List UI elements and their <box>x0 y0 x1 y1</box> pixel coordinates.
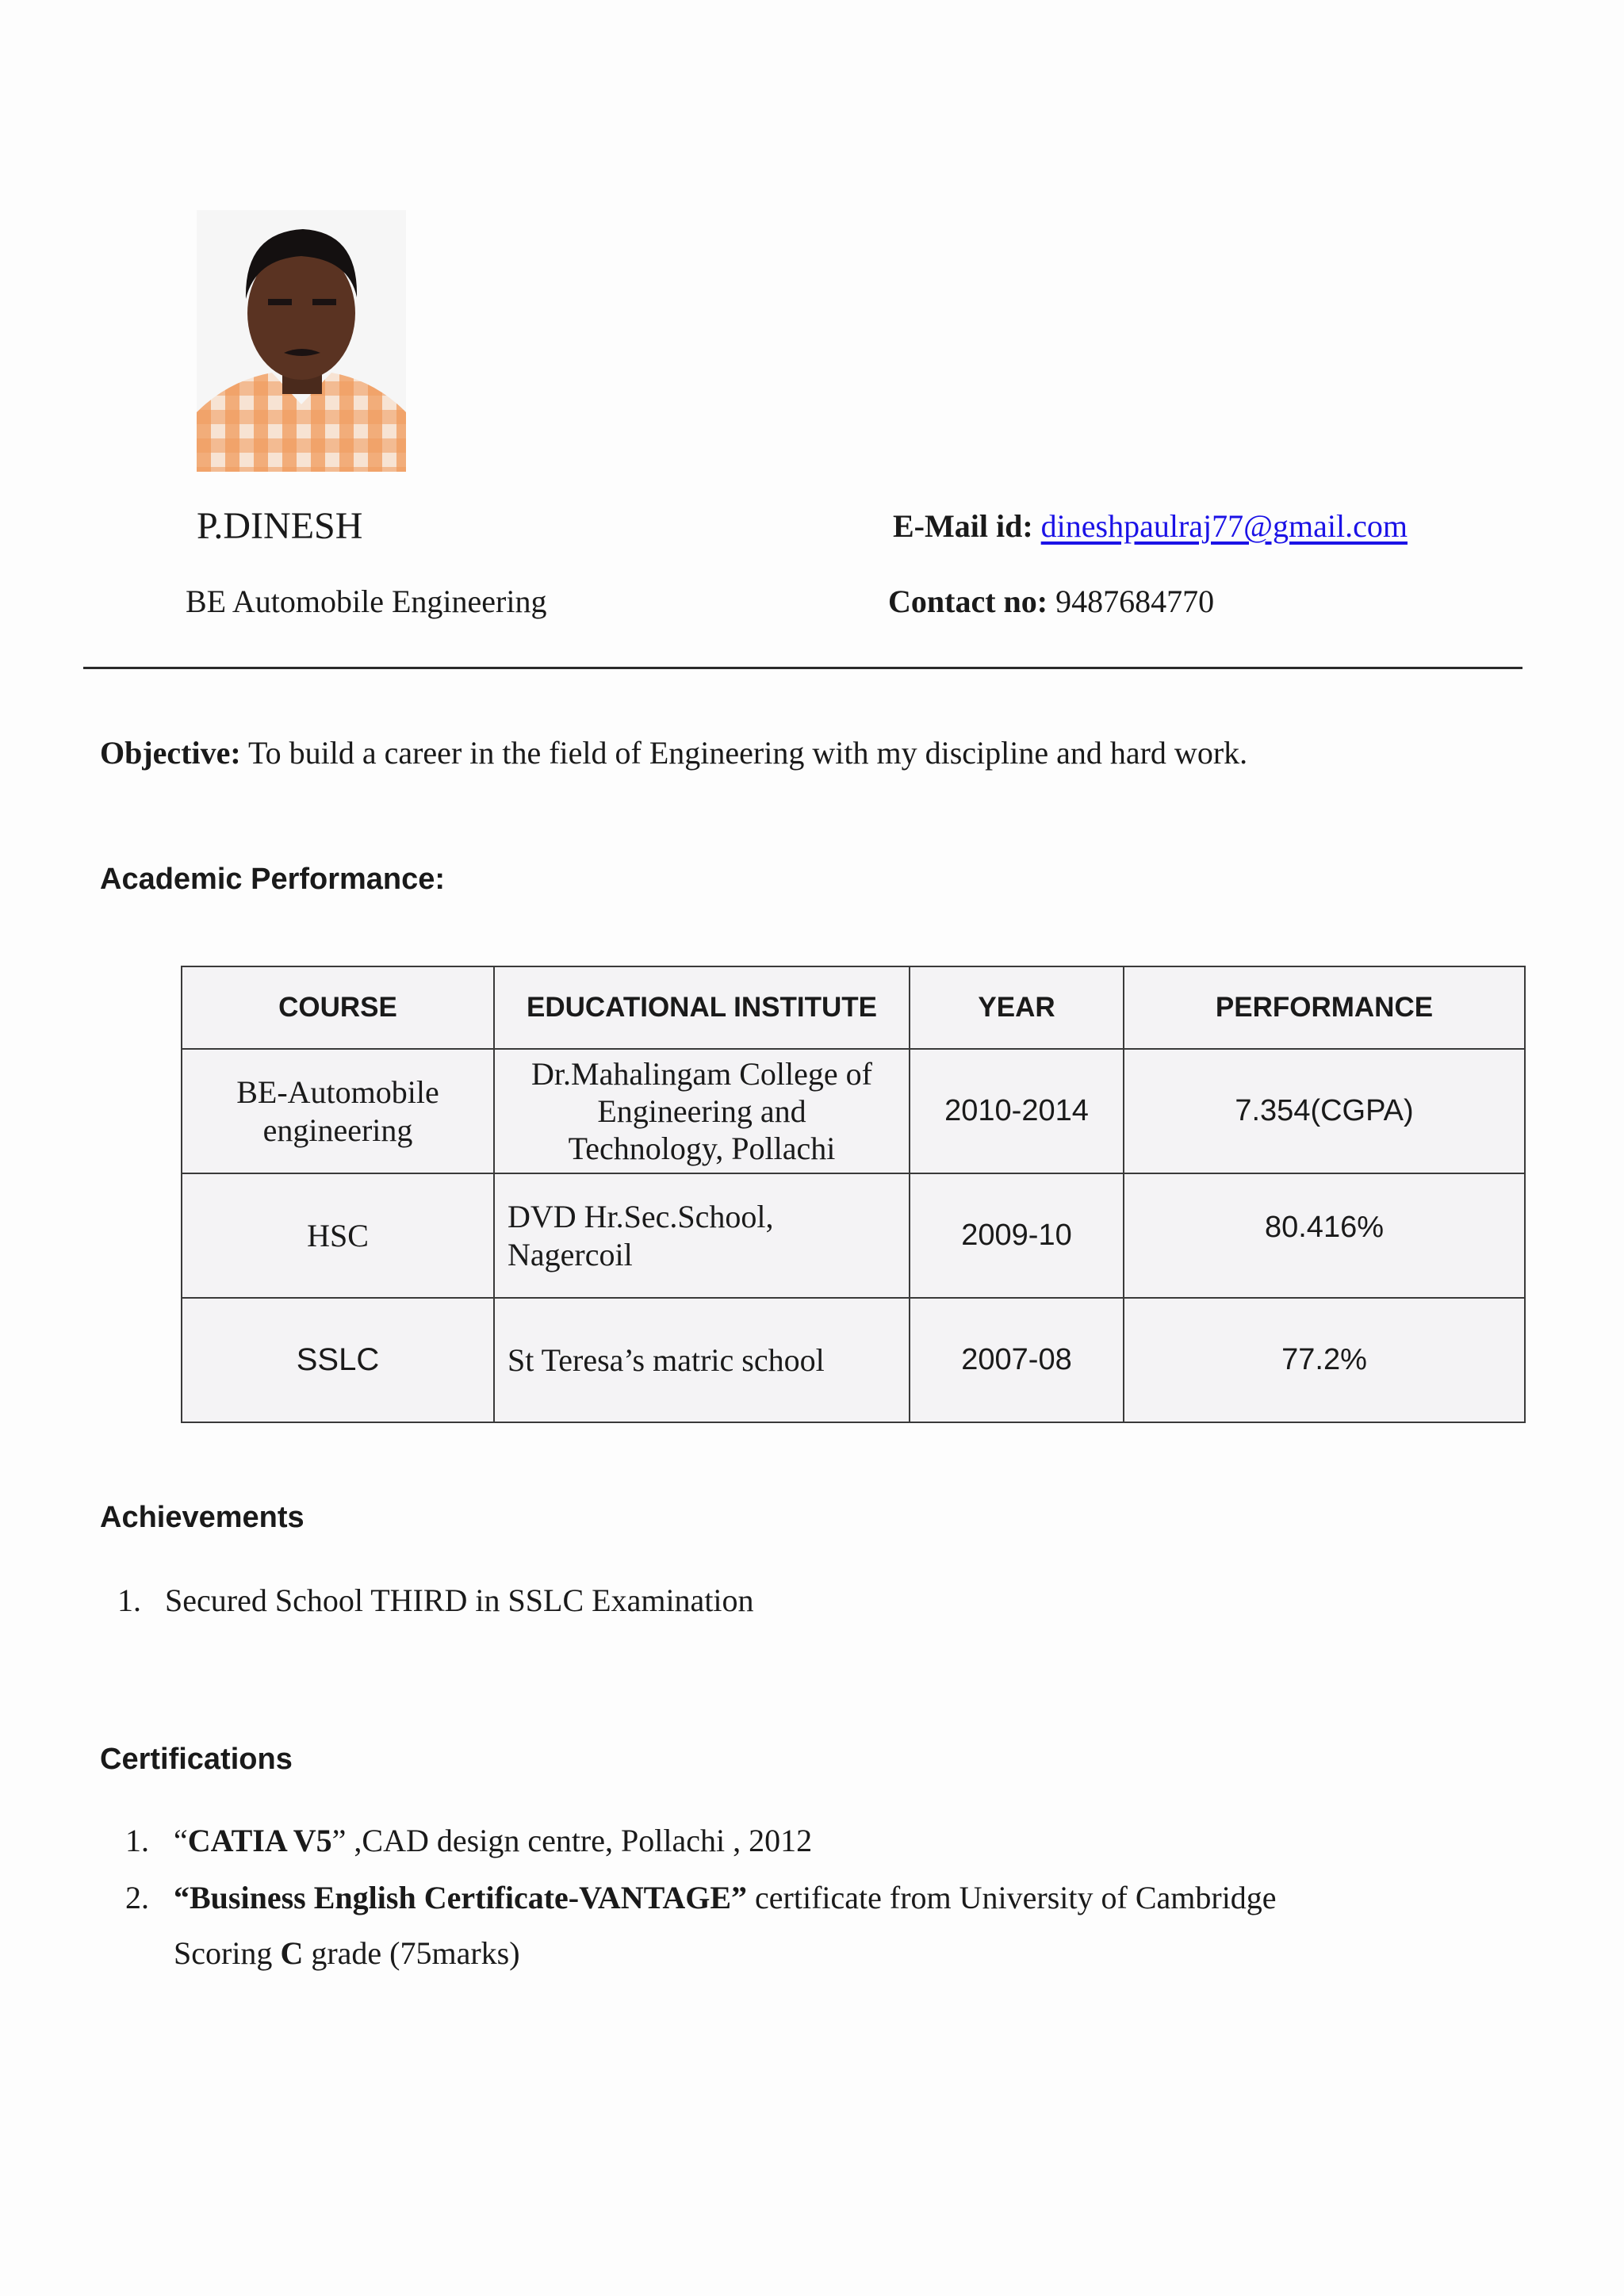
profile-photo <box>197 210 406 472</box>
contact-line <box>888 583 1214 620</box>
table-row <box>182 1298 1525 1422</box>
cell-performance: 77.2% <box>1124 1298 1525 1422</box>
email-label: E-Mail id: <box>893 508 1033 544</box>
academic-heading: Academic Performance: <box>100 863 446 896</box>
cert-detail: certificate from University of Cambridge <box>747 1880 1277 1915</box>
cert-grade: C <box>280 1935 304 1971</box>
list-item <box>125 1822 812 1859</box>
cell-performance: 7.354(CGPA) <box>1124 1049 1525 1173</box>
certifications-heading: Certifications <box>100 1743 293 1776</box>
list-number: 1. <box>117 1582 141 1618</box>
cert-open-quote: “ <box>174 1823 188 1858</box>
list-number: 1. <box>125 1823 149 1858</box>
cell-performance: 80.416% <box>1124 1173 1525 1298</box>
email-line <box>893 507 1408 545</box>
email-link[interactable]: dineshpaulraj77@gmail.com <box>1040 508 1408 544</box>
achievements-heading: Achievements <box>100 1501 304 1534</box>
objective <box>100 734 1247 771</box>
list-item <box>125 1879 1277 1916</box>
objective-text: To build a career in the field of Engineering with my discipline and hard work. <box>240 735 1248 771</box>
header-divider <box>83 667 1522 669</box>
cert-score-pre: Scoring <box>174 1935 281 1971</box>
cell-course: HSC <box>182 1173 494 1298</box>
col-header-performance: PERFORMANCE <box>1124 966 1525 1049</box>
table-row <box>182 1173 1525 1298</box>
contact-number: 9487684770 <box>1055 584 1215 619</box>
cell-course: BE-Automobile engineering <box>182 1049 494 1173</box>
cell-institute: St Teresa’s matric school <box>494 1298 910 1422</box>
cert-title: CATIA V5 <box>187 1823 332 1858</box>
cert-detail: ” ,CAD design centre, Pollachi , 2012 <box>331 1823 813 1858</box>
table-row <box>182 1049 1525 1173</box>
cell-course: SSLC <box>182 1298 494 1422</box>
academic-table <box>181 966 1526 1423</box>
cell-year: 2007-08 <box>910 1298 1124 1422</box>
candidate-degree: BE Automobile Engineering <box>186 584 547 619</box>
list-item <box>117 1582 754 1619</box>
col-header-institute: EDUCATIONAL INSTITUTE <box>494 966 910 1049</box>
candidate-name: P.DINESH <box>197 505 363 547</box>
contact-label: Contact no: <box>888 584 1048 619</box>
cert-score-post: grade (75marks) <box>303 1935 520 1971</box>
cell-year: 2010-2014 <box>910 1049 1124 1173</box>
cell-institute: DVD Hr.Sec.School, Nagercoil <box>494 1173 910 1298</box>
objective-label: Objective: <box>100 735 241 771</box>
list-item-continuation <box>174 1934 520 1972</box>
list-number: 2. <box>125 1880 149 1915</box>
cert-title: “Business English Certificate-VANTAGE” <box>174 1880 748 1915</box>
col-header-year: YEAR <box>910 966 1124 1049</box>
col-header-course: COURSE <box>182 966 494 1049</box>
achievement-text: Secured School THIRD in SSLC Examination <box>165 1582 754 1618</box>
cell-institute: Dr.Mahalingam College of Engineering and Technology, Pollachi <box>494 1049 910 1173</box>
table-header-row <box>182 966 1525 1049</box>
cell-year: 2009-10 <box>910 1173 1124 1298</box>
